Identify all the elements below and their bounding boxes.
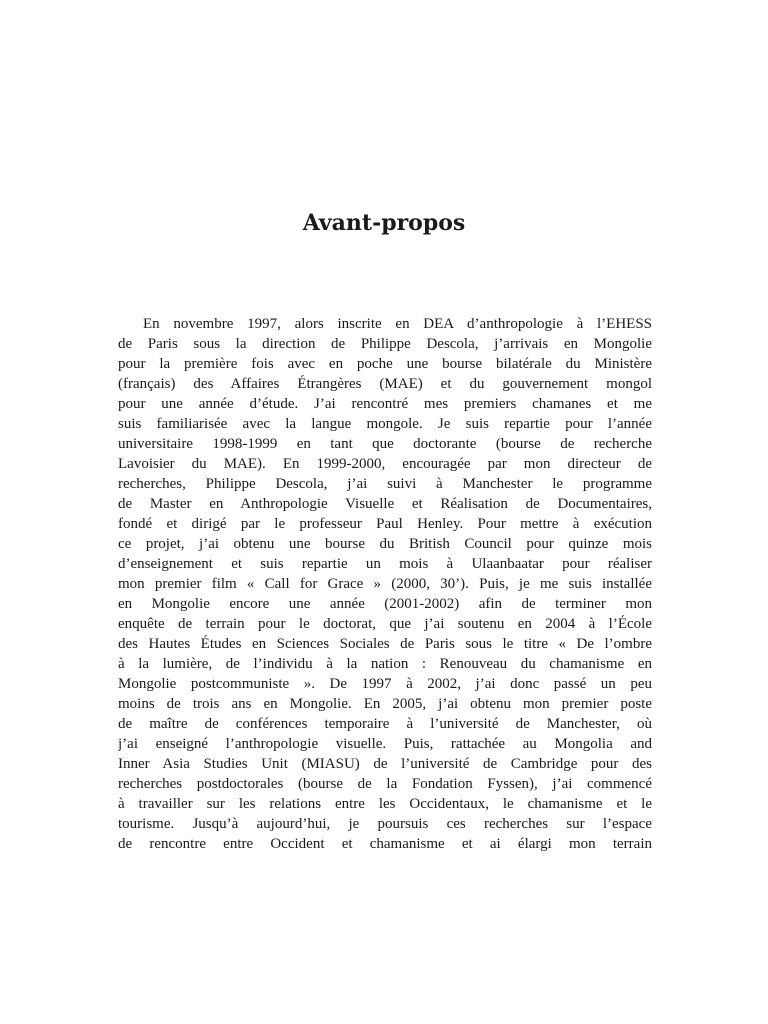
text-line: des Hautes Études en Sciences Sociales de Paris sous le titre « De l’ombre [118, 636, 652, 652]
text-line: de Master en Anthropologie Visuelle et Réalisation de Documentaires, [118, 496, 652, 512]
text-line: pour une année d’étude. J’ai rencontré mes premiers chamanes et me [118, 396, 652, 412]
page-heading: Avant-propos [302, 210, 466, 236]
text-line: j’ai enseigné l’anthropologie visuelle. Puis, rattachée au Mongolia and [118, 736, 652, 752]
text-line: Inner Asia Studies Unit (MIASU) de l’université de Cambridge pour des [118, 756, 652, 772]
text-line: fondé et dirigé par le professeur Paul Henley. Pour mettre à exécution [118, 516, 652, 532]
text-line: à la lumière, de l’individu à la nation : Renouveau du chamanisme en [118, 656, 652, 672]
text-line: d’enseignement et suis repartie un mois à Ulaanbaatar pour réaliser [118, 556, 652, 572]
text-line: (français) des Affaires Étrangères (MAE) et du gouvernement mongol [118, 376, 652, 392]
text-line: mon premier film « Call for Grace » (2000, 30’). Puis, je me suis installée [118, 576, 652, 592]
text-line: Lavoisier du MAE). En 1999-2000, encouragée par mon directeur de [118, 456, 652, 472]
text-line: En novembre 1997, alors inscrite en DEA d’anthropologie à l’EHESS [143, 316, 652, 332]
text-line: pour la première fois avec en poche une bourse bilatérale du Ministère [118, 356, 652, 372]
text-line: recherches postdoctorales (bourse de la Fondation Fyssen), j’ai commencé [118, 776, 652, 792]
text-line: de rencontre entre Occident et chamanisme et ai élargi mon terrain [118, 836, 652, 852]
text-line: universitaire 1998-1999 en tant que doctorante (bourse de recherche [118, 436, 652, 452]
text-line: enquête de terrain pour le doctorat, que j’ai soutenu en 2004 à l’École [118, 616, 652, 632]
text-line: à travailler sur les relations entre les Occidentaux, le chamanisme et le [118, 796, 652, 812]
text-line: en Mongolie encore une année (2001-2002) afin de terminer mon [118, 596, 652, 612]
text-line: moins de trois ans en Mongolie. En 2005, j’ai obtenu mon premier poste [118, 696, 652, 712]
text-line: Mongolie postcommuniste ». De 1997 à 2002, j’ai donc passé un peu [118, 676, 652, 692]
text-line: recherches, Philippe Descola, j’ai suivi à Manchester le programme [118, 476, 652, 492]
text-line: suis familiarisée avec la langue mongole. Je suis repartie pour l’année [118, 416, 652, 432]
text-line: tourisme. Jusqu’à aujourd’hui, je poursuis ces recherches sur l’espace [118, 816, 652, 832]
foreword-paragraph [118, 314, 652, 854]
text-line: de Paris sous la direction de Philippe Descola, j’arrivais en Mongolie [118, 336, 652, 352]
text-line: de maître de conférences temporaire à l’université de Manchester, où [118, 716, 652, 732]
text-line: ce projet, j’ai obtenu une bourse du British Council pour quinze mois [118, 536, 652, 552]
